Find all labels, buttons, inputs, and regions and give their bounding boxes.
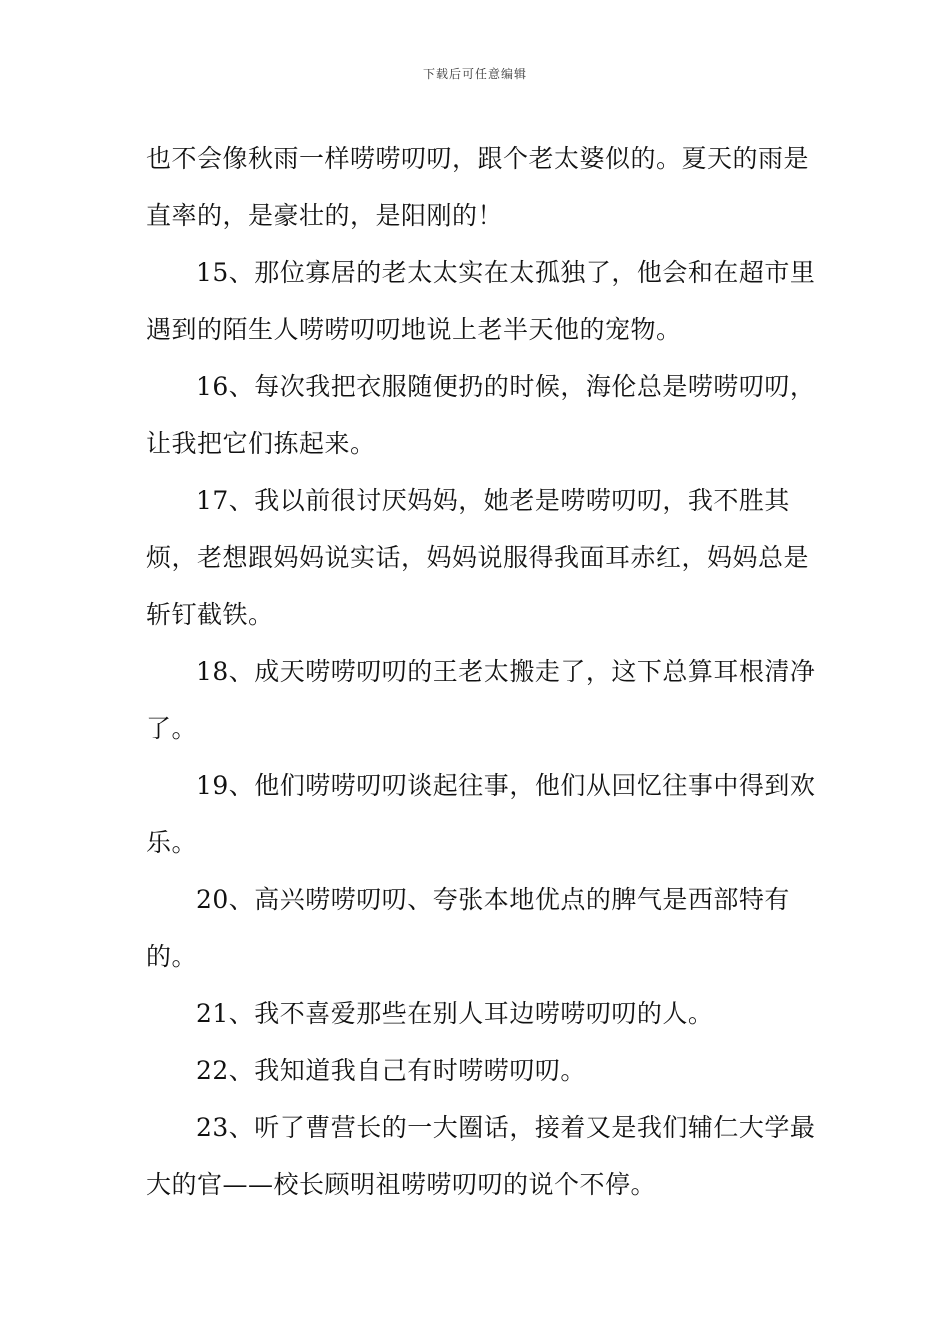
paragraph-18: 18、成天唠唠叨叨的王老太搬走了，这下总算耳根清净了。 (146, 657, 816, 743)
paragraph-23: 23、听了曹营长的一大圈话，接着又是我们辅仁大学最大的官——校长顾明祖唠唠叨叨的说个不停。 (146, 1113, 816, 1199)
paragraph-16: 16、每次我把衣服随便扔的时候，海伦总是唠唠叨叨，让我把它们拣起来。 (146, 372, 816, 458)
paragraph-continued: 也不会像秋雨一样唠唠叨叨，跟个老太婆似的。夏天的雨是直率的，是豪壮的，是阳刚的！ (146, 144, 810, 230)
paragraph-21: 21、我不喜爱那些在别人耳边唠唠叨叨的人。 (196, 999, 714, 1028)
paragraph-22: 22、我知道我自己有时唠唠叨叨。 (196, 1056, 586, 1085)
paragraph-15: 15、那位寡居的老太太实在太孤独了，他会和在超市里遇到的陌生人唠唠叨叨地说上老半天他的宠物。 (146, 258, 816, 344)
document-body (146, 130, 816, 1213)
paragraph-17: 17、我以前很讨厌妈妈，她老是唠唠叨叨，我不胜其烦，老想跟妈妈说实话，妈妈说服得我面耳赤红，妈妈总是斩钉截铁。 (146, 486, 810, 629)
paragraph-20: 20、高兴唠唠叨叨、夸张本地优点的脾气是西部特有的。 (146, 885, 790, 971)
page-header: 下载后可任意编辑 (422, 67, 527, 81)
paragraph-19: 19、他们唠唠叨叨谈起往事，他们从回忆往事中得到欢乐。 (146, 771, 816, 857)
